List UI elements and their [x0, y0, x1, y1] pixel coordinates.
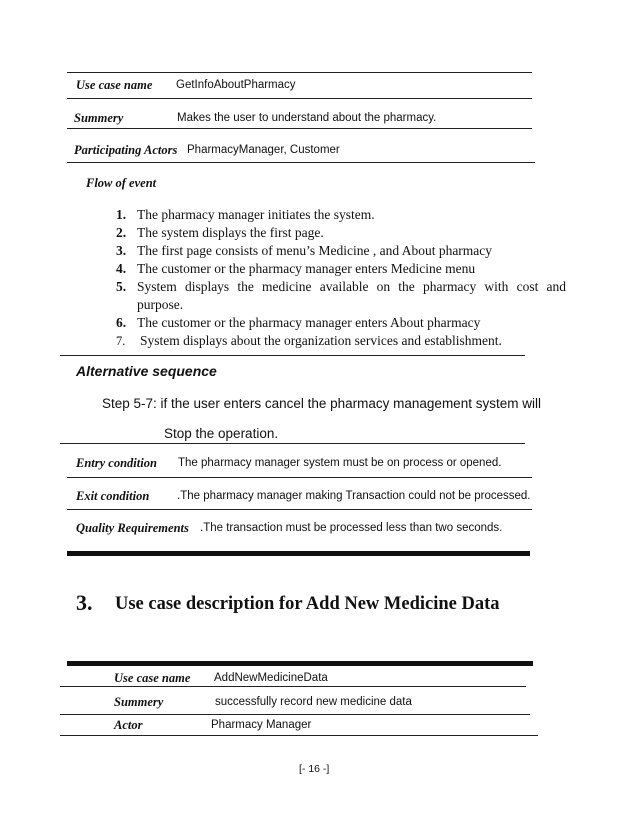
quality-requirements-value: .The transaction must be processed less than two seconds. [200, 522, 503, 534]
flow-of-event-label: Flow of event [86, 176, 157, 190]
table2-actor-label: Actor [114, 718, 143, 732]
step-number: 5. [116, 279, 127, 294]
flow-step [116, 242, 566, 260]
step-number: 6. [116, 315, 127, 330]
step-text: The system displays the first page. [137, 225, 324, 240]
exit-condition-rule [67, 509, 532, 510]
flow-step [116, 278, 566, 314]
alternative-sequence-line1: Step 5-7: if the user enters cancel the pharmacy management system will [102, 396, 541, 411]
table2-summery-value: successfully record new medicine data [215, 696, 412, 708]
flow-step [116, 314, 566, 332]
step-text: The pharmacy manager initiates the system. [137, 207, 375, 222]
table1-row2-rule [67, 128, 532, 129]
participating-actors-label: Participating Actors [74, 143, 178, 157]
conditions-bottom-thick-rule [67, 551, 530, 556]
use-case-name-label: Use case name [76, 78, 153, 92]
flow-step [116, 332, 566, 350]
table2-use-case-name-label: Use case name [114, 671, 191, 685]
table2-actor-value: Pharmacy Manager [211, 719, 312, 731]
table1-row1-rule [67, 98, 532, 99]
entry-condition-rule [67, 477, 532, 478]
alternative-bottom-rule [60, 443, 525, 444]
step-number: 4. [116, 261, 127, 276]
step-number: 2. [116, 225, 127, 240]
summery-value: Makes the user to understand about the pharmacy. [177, 112, 437, 124]
table2-use-case-name-value: AddNewMedicineData [214, 672, 328, 684]
section-number: 3. [76, 590, 93, 615]
page-number: [- 16 -] [299, 763, 330, 775]
flow-steps-list [116, 206, 566, 350]
step-number: 1. [116, 207, 127, 222]
alternative-sequence-line2: Stop the operation. [164, 426, 279, 441]
table2-row3-rule [60, 735, 538, 736]
step-number: 7. [116, 334, 126, 348]
exit-condition-label: Exit condition [76, 489, 150, 503]
participating-actors-value: PharmacyManager, Customer [187, 144, 340, 156]
step-text: System displays the medicine available on the pharmacy with cost and purpose. [137, 279, 566, 312]
alternative-sequence-heading: Alternative sequence [76, 363, 217, 379]
section-title: Use case description for Add New Medicine Data [115, 594, 500, 614]
step-number: 3. [116, 243, 127, 258]
quality-requirements-label: Quality Requirements [76, 521, 189, 535]
flow-bottom-rule [60, 355, 525, 356]
flow-step [116, 224, 566, 242]
table2-row2-rule [60, 714, 530, 715]
step-text: The customer or the pharmacy manager enters About pharmacy [137, 315, 481, 330]
entry-condition-value: The pharmacy manager system must be on process or opened. [178, 457, 502, 469]
exit-condition-value: .The pharmacy manager making Transaction could not be processed. [177, 490, 531, 502]
table1-row3-rule [67, 162, 535, 163]
step-text: System displays about the organization services and establishment. [140, 333, 502, 348]
table2-row1-rule [60, 686, 526, 687]
step-text: The customer or the pharmacy manager enters Medicine menu [137, 261, 476, 276]
table2-top-thick-rule [67, 661, 533, 666]
summery-label: Summery [74, 111, 124, 125]
table1-top-rule [67, 72, 532, 73]
flow-step [116, 206, 566, 224]
table2-summery-label: Summery [114, 695, 164, 709]
step-text: The first page consists of menu’s Medicine , and About pharmacy [137, 243, 493, 258]
flow-step [116, 260, 566, 278]
entry-condition-label: Entry condition [76, 456, 157, 470]
use-case-name-value: GetInfoAboutPharmacy [176, 79, 296, 91]
